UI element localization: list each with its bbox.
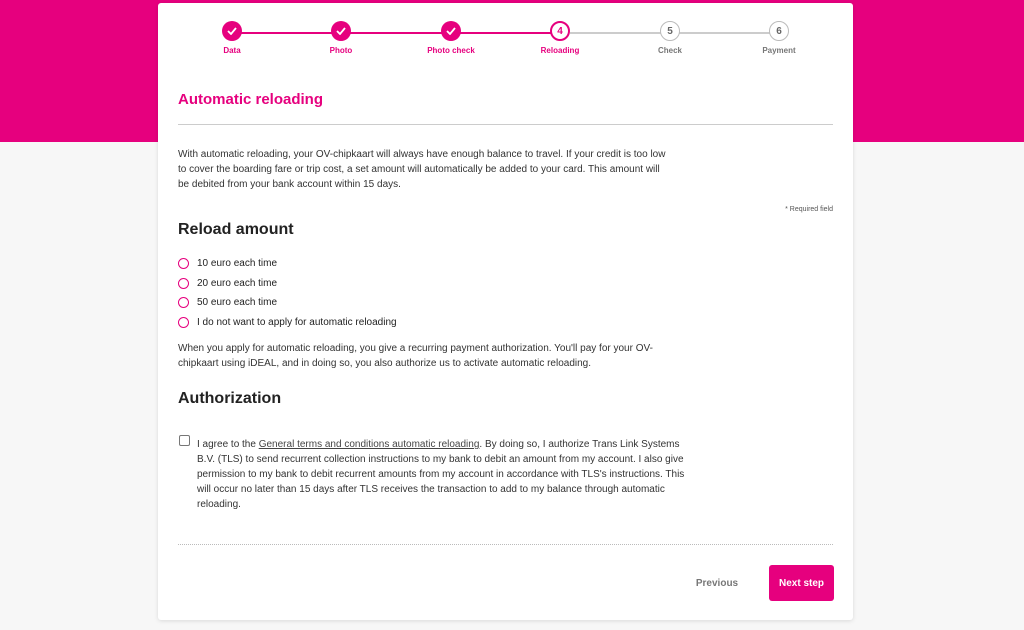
form-card — [158, 3, 853, 620]
authorization-note: When you apply for automatic reloading, you give a recurring payment authorization. You'll pay for your OV-chipkaart using iDEAL, and in doing so, you also authorize us to activate automatic reloading. — [178, 343, 653, 369]
step-label: Reloading — [540, 46, 580, 55]
divider — [178, 124, 833, 125]
step-photo-check — [406, 21, 496, 55]
radio-label: 20 euro each time — [197, 277, 278, 289]
step-label: Payment — [762, 46, 796, 55]
radio-button[interactable] — [178, 278, 189, 289]
progress-stepper — [158, 21, 853, 61]
checkmark-icon — [331, 21, 351, 41]
step-number: 4 — [550, 21, 570, 41]
consent-checkbox[interactable] — [179, 435, 190, 446]
radio-label: 10 euro each time — [197, 257, 278, 269]
next-step-button[interactable]: Next step — [769, 565, 834, 601]
authorization-heading: Authorization — [178, 390, 282, 407]
step-label: Photo — [329, 46, 353, 55]
reload-option-20[interactable] — [178, 276, 277, 290]
reload-option-10[interactable] — [178, 256, 277, 270]
radio-label: 50 euro each time — [197, 296, 278, 308]
step-label: Check — [657, 46, 682, 55]
stepper-line-done — [232, 32, 560, 34]
step-data — [187, 21, 277, 55]
divider — [178, 544, 833, 545]
radio-button[interactable] — [178, 317, 189, 328]
step-check — [625, 21, 715, 55]
checkmark-icon — [441, 21, 461, 41]
step-number: 6 — [769, 21, 789, 41]
checkmark-icon — [222, 21, 242, 41]
radio-button[interactable] — [178, 258, 189, 269]
reload-option-none[interactable] — [178, 315, 397, 329]
radio-button[interactable] — [178, 297, 189, 308]
step-photo — [296, 21, 386, 55]
reload-option-50[interactable] — [178, 295, 277, 309]
step-label: Photo check — [427, 46, 475, 55]
consent-suffix: . By doing so, I authorize Trans Link Systems B.V. (TLS) to send recurrent collection instructions to my bank to debit an amount from my account. I also give permission to my bank to debit recurrent amounts from my account in accordance with TLS's instructions. This will occur no later than 15 days after TLS receives the transaction to add to my balance through automatic reloading. — [197, 439, 685, 510]
step-label: Data — [223, 46, 241, 55]
step-reloading — [515, 21, 605, 55]
terms-link[interactable]: General terms and conditions automatic reloading — [258, 439, 480, 450]
radio-label: I do not want to apply for automatic reloading — [197, 316, 397, 328]
reload-amount-heading: Reload amount — [178, 221, 294, 238]
consent-prefix: I agree to the — [197, 439, 259, 450]
page-title: Automatic reloading — [178, 91, 324, 108]
required-field-note: * Required field — [785, 206, 833, 213]
step-payment — [734, 21, 824, 55]
intro-text: With automatic reloading, your OV-chipkaart will always have enough balance to travel. If your credit is too low to cover the boarding fare or trip cost, a set amount will automatically be added to your card. This amount will be debited from your bank account within 15 days. — [178, 149, 666, 190]
step-number: 5 — [660, 21, 680, 41]
consent-text — [197, 437, 692, 512]
previous-button[interactable]: Previous — [688, 566, 746, 600]
